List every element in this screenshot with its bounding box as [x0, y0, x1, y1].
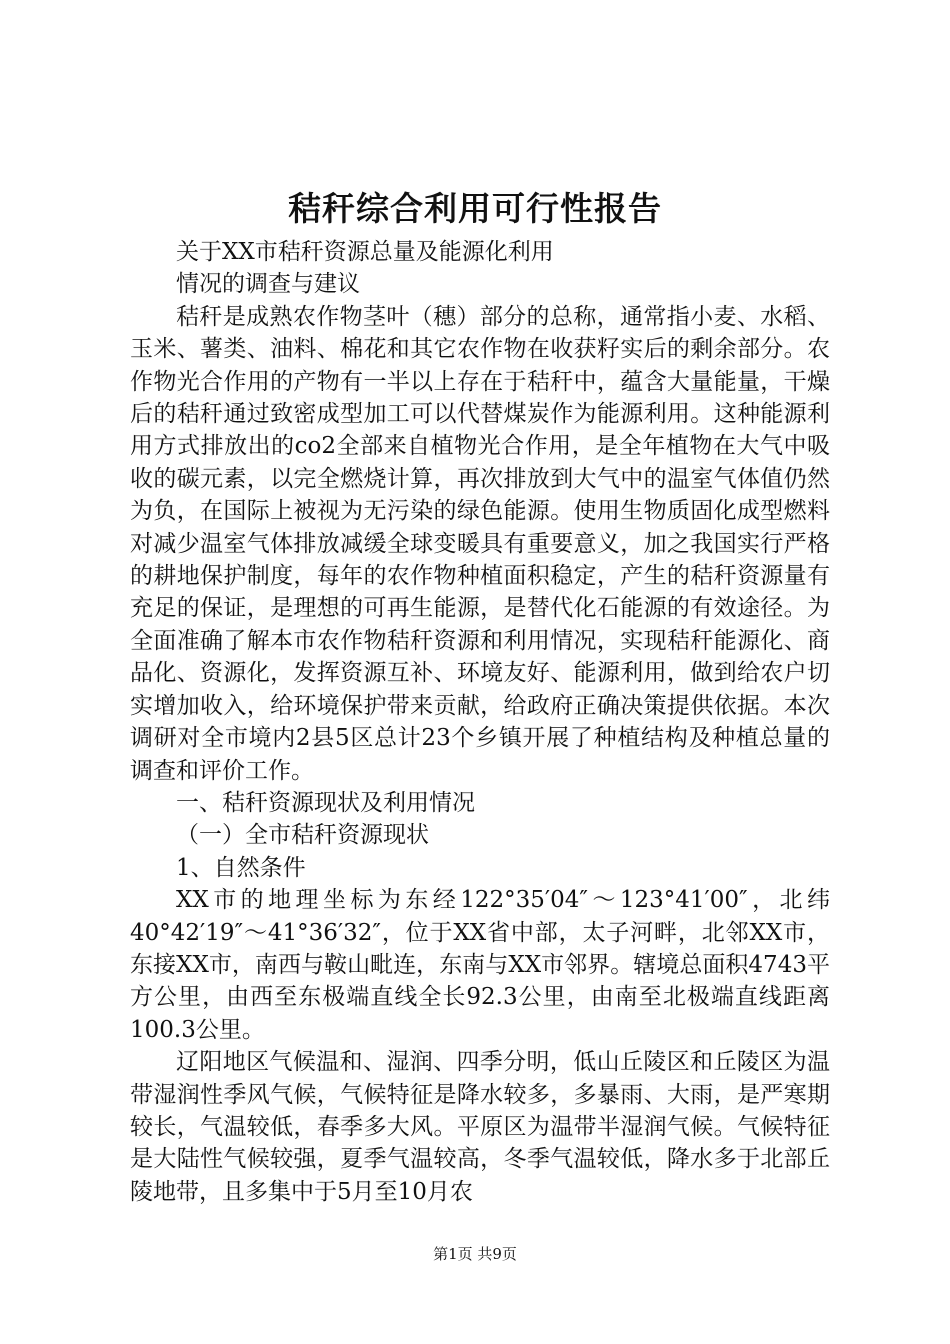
climate-paragraph: 辽阳地区气候温和、湿润、四季分明，低山丘陵区和丘陵区为温带湿润性季风气候，气候特征是降水较多，多暴雨、大雨，是严寒期较长，气温较低，春季多大风。平原区为温带半湿润气候。气候特征是大陆性气候较强，夏季气温较高，冬季气温较低，降水多于北部丘陵地带，且多集中于5月至10月农 [130, 1049, 830, 1205]
page-footer: 第1页 共9页 [433, 1245, 517, 1263]
document-title: 秸秆综合利用可行性报告 [288, 189, 662, 228]
subsection-heading-1: （一）全市秸秆资源现状 [176, 822, 429, 849]
document-body [130, 236, 830, 1208]
item-heading-1: 1、自然条件 [176, 854, 306, 881]
intro-paragraph: 秸秆是成熟农作物茎叶（穗）部分的总称，通常指小麦、水稻、玉米、薯类、油料、棉花和其它农作物在收获籽实后的剩余部分。农作物光合作用的产物有一半以上存在于秸秆中，蕴含大量能量，干燥后的秸秆通过致密成型加工可以代替煤炭作为能源利用。这种能源利用方式排放出的co2全部来自植物光合作用，是全年植物在大气中吸收的碳元素，以完全燃烧计算，再次排放到大气中的温室气体值仍然为负，在国际上被视为无污染的绿色能源。使用生物质固化成型燃料对减少温室气体排放减缓全球变暖具有重要意义，加之我国实行严格的耕地保护制度，每年的农作物种植面积稳定，产生的秸秆资源量有充足的保证，是理想的可再生能源，是替代化石能源的有效途径。为全面准确了解本市农作物秸秆资源和利用情况，实现秸秆能源化、商品化、资源化，发挥资源互补、环境友好、能源利用，做到给农户切实增加收入，给环境保护带来贡献，给政府正确决策提供依据。本次调研对全市境内2县5区总计23个乡镇开展了种植结构及种植总量的调查和评价工作。 [130, 303, 830, 784]
section-heading-1: 一、秸秆资源现状及利用情况 [176, 789, 475, 816]
subtitle-line-2: 情况的调查与建议 [176, 271, 360, 298]
subtitle-line-1: 关于XX市秸秆资源总量及能源化利用 [176, 239, 554, 265]
geography-paragraph: XX市的地理坐标为东经122°35′04″～123°41′00″，北纬40°42′19″～41°36′32″，位于XX省中部，太子河畔，北邻XX市，东接XX市，南西与鞍山毗连，东南与XX市邻界。辖境总面积4743平方公里，由西至东极端直线全长92.3公里，由南至北极端直线距离100.3公里。 [130, 887, 830, 1043]
